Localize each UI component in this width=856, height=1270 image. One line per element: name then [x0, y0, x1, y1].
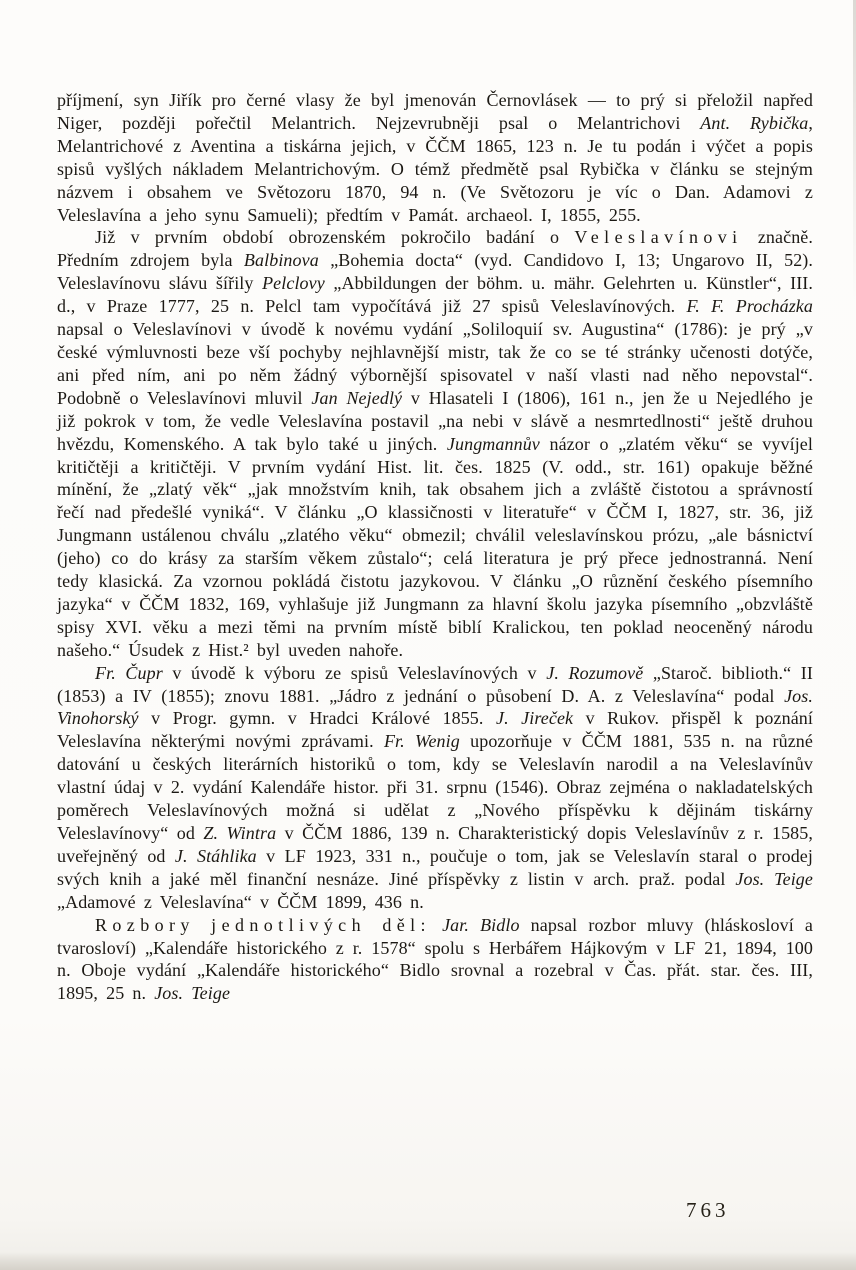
text-run: Ant. Rybička: [700, 112, 809, 133]
paragraph: [57, 89, 813, 226]
text-run: v úvodě k výboru ze spisů Veleslavínových v: [162, 662, 547, 683]
text-run: Již v prvním období obrozenském pokročilo badání o: [95, 227, 575, 248]
text-run: Rozbory jednotlivých děl:: [95, 914, 431, 935]
text-run: [431, 915, 442, 935]
text-run: v ČČM 1886, 139 n. Charakteristický dopis Veleslavínův z r. 1585, uveřejněný od: [57, 823, 813, 866]
text-run: upozorňuje v ČČM 1881, 535 n. na různé datování u českých literárních historiků o tom, kdy se Veleslavín narodil a na Veleslavínův vlastní údaj v 2. vydání Kalendáře histor. při 31. srpnu (1546). Obraz zejména o nakladatelských poměrech Veleslavínových možná si udělat z „Nového příspěvku k dějinám tiskárny Veleslavínovy“ od: [57, 731, 813, 843]
paragraph: [57, 914, 813, 1006]
text-run: Jungmannův: [446, 433, 540, 454]
page-number: 763: [686, 1198, 730, 1222]
text-run: Jos. Teige: [735, 868, 813, 889]
paragraph: [57, 662, 813, 914]
paragraph: [57, 226, 813, 661]
text-run: „Bohemia docta“ (vyd. Candidovo I, 13; Ungarovo II, 52). Veleslavínovu slávu šířily: [57, 250, 813, 294]
text-run: značně. Předním zdrojem byla: [57, 227, 813, 271]
text-run: Z. Wintra: [203, 823, 277, 843]
text-run: J. Stáhlika: [174, 845, 257, 866]
text-run: Pelclovy: [262, 273, 325, 294]
text-run: „Adamové z Veleslavína“ v ČČM 1899, 436 n.: [57, 891, 424, 912]
text-run: J. Rozumově: [546, 662, 644, 683]
text-run: J. Jireček: [495, 708, 574, 729]
text-block: [57, 89, 813, 1005]
text-run: v Hlasateli I (1806), 161 n., jen že u Nejedlého je již pokrok v tom, že vedle Veleslavína postavil „na nebi v slávě a nesmrtedlnosti“ ještě druhou hvězdu, Komenského. A tak bylo také u jiných.: [57, 387, 813, 454]
text-run: příjmení, syn Jiřík pro černé vlasy že byl jmenován Černovlásek — to prý si přeložil napřed Niger, později pořečtil Melantrich. Nejzevrubněji psal o Melantrichovi: [57, 90, 813, 133]
text-run: Jos. Vinohorský: [57, 685, 813, 729]
text-run: „Staroč. biblioth.“ II (1853) a IV (1855); znovu 1881. „Jádro z jednání o působení D. A. z Veleslavína“ podal: [57, 662, 813, 706]
scan-edge-bottom: [0, 1252, 856, 1270]
text-run: Balbinova: [243, 250, 319, 271]
text-run: Jos. Teige: [154, 983, 231, 1004]
text-run: F. F. Procházka: [686, 296, 813, 317]
text-run: v Rukov. přispěl k poznání Veleslavína některými novými zprávami.: [57, 708, 813, 752]
text-run: v Progr. gymn. v Hradci Králové 1855.: [138, 708, 496, 729]
text-run: Fr. Wenig: [383, 731, 460, 752]
text-run: Jar. Bidlo: [442, 914, 520, 935]
text-run: , Melantrichové z Aventina a tiskárna jejich, v ČČM 1865, 123 n. Je tu podán i výčet a popis spisů vyšlých nákladem Melantrichovým. O témž předmětě psal Rybička v článku se stejným názvem i obsahem ve Světozoru 1870, 94 n. (Ve Světozoru je víc o Dan. Adamovi z Veleslavína a jeho synu Samueli); předtím v Památ. archaeol. I, 1855, 255.: [57, 112, 813, 225]
text-run: „Abbildungen der böhm. u. mähr. Gelehrten u. Künstler“, III. d., v Praze 1777, 25 n. Pelcl tam vypočítává již 27 spisů Veleslavínových.: [57, 273, 813, 317]
text-run: Veleslavínovi: [574, 227, 743, 248]
text-run: napsal o Veleslavínovi v úvodě k novému vydání „Soliloquií sv. Augustina“ (1786): je prý „v české výmluvnosti beze vší pochyby nejhlavnější mistr, tak že co se té stránky učenosti dotýče, ani před ním, ani po něm žádný výbornější spisovatel v naší vlasti nad něho nepovstal“. Podobně o Veleslavínovi mluvil: [57, 319, 813, 408]
text-run: Jan Nejedlý: [311, 387, 403, 408]
text-run: v LF 1923, 331 n., poučuje o tom, jak se Veleslavín staral o prodej svých knih a jaké měl finanční nesnáze. Jiné příspěvky z listin v arch. praž. podal: [57, 845, 813, 889]
text-run: Fr. Čupr: [95, 662, 163, 683]
text-run: názor o „zlatém věku“ se vyvíjel kritičtěji a kritičtěji. V prvním vydání Hist. lit. čes. 1825 (V. odd., str. 161) opakuje běžné mínění, že „zlatý věk“ „jak množstvím knih, tak obsahem jich a zvláště čistotou a správností řečí nad předešlé vyniká“. V článku „O klassičnosti v literatuře“ v ČČM I, 1827, str. 36, již Jungmann ustálenou chválu „zlatého věku“ obmezil; chválil veleslavínskou prózu, „ale básnictví (jeho) co do krásy za starším věkem zůstalo“; celá literatura je prý přece jednostranná. Není tedy klasická. Za vzornou pokládá čistotu jazykovou. V článku „O různění českého písemního jazyka“ v ČČM 1832, 169, vyhlašuje již Jungmann za hlavní školu jazyka písemního „obzvláště spisy XVI. věku a mezi těmi na prvním místě biblí Kralickou, ten poklad neoceněný národu našeho.“ Úsudek z Hist.² byl uveden nahoře.: [57, 433, 813, 660]
text-run: napsal rozbor mluvy (hláskosloví a tvarosloví) „Kalendáře historického z r. 1578“ spolu s Herbářem Hájkovým v LF 21, 1894, 100 n. Oboje vydání „Kalendáře historického“ Bidlo srovnal a rozebral v Čas. přát. star. čes. III, 1895, 25 n.: [57, 914, 814, 1004]
